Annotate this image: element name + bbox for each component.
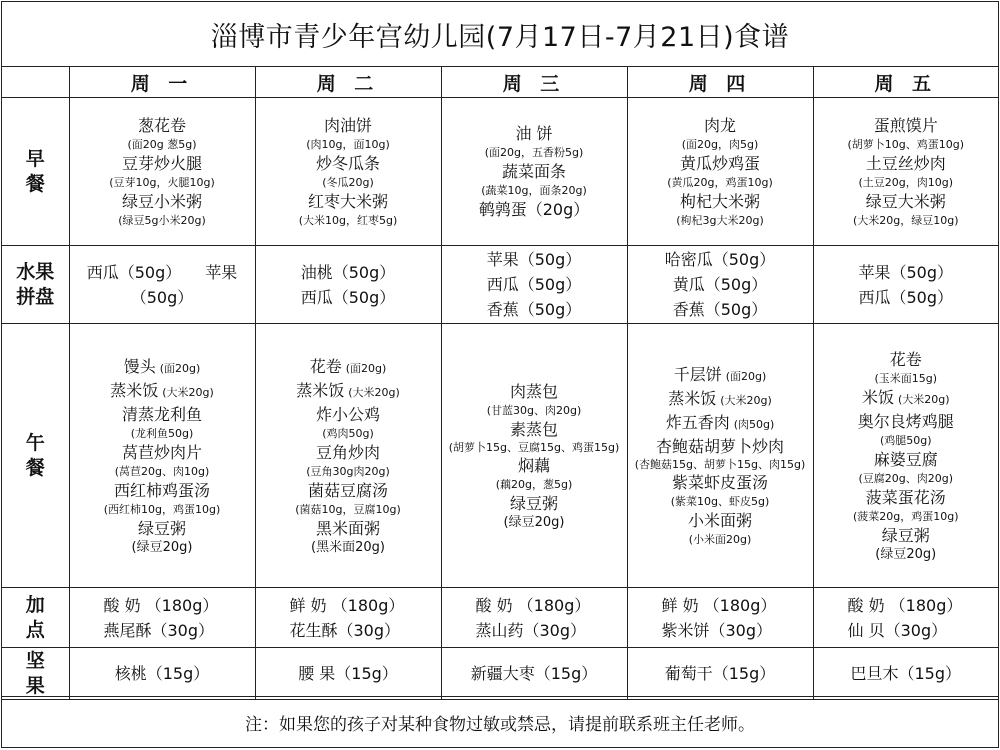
dish-line xyxy=(256,356,441,380)
snack-mon xyxy=(69,588,255,648)
dish-name: 炸五香肉 xyxy=(665,412,730,432)
page-title: 淄博市青少年宫幼儿园(7月17日-7月21日)食谱 xyxy=(2,2,998,67)
dish-ingredients: (莴苣20g、肉10g) xyxy=(114,464,210,478)
fruit-item: 哈密瓜（50g） xyxy=(664,250,776,269)
dish-name: 千层饼 xyxy=(673,364,722,384)
dish-name: 葱花卷 xyxy=(137,115,186,135)
snack-item: 蒸山药（30g） xyxy=(475,620,587,640)
day-header-mon: 周 一 xyxy=(69,67,255,98)
dish-name: 米饭 xyxy=(861,387,894,407)
dish-ingredients: (枸杞3g大米20g) xyxy=(676,213,764,227)
dish-name: 焖藕 xyxy=(517,455,550,475)
dish-line xyxy=(814,387,999,411)
dish-ingredients: (大米20g) xyxy=(897,392,950,406)
fruit-item: 苹果（50g） xyxy=(858,262,954,282)
dish-name: 清蒸龙利鱼 xyxy=(121,404,202,424)
dish-name: 炒冬瓜条 xyxy=(315,153,380,173)
dish-ingredients: (土豆20g，肉10g) xyxy=(858,175,954,189)
meal-label-text: 水果拼盘 xyxy=(16,260,55,308)
nuts-item: 新疆大枣（15g） xyxy=(470,664,598,683)
menu-sheet xyxy=(1,1,999,748)
dish-ingredients: (紫菜10g、虾皮5g) xyxy=(670,494,770,508)
dish-ingredients: (面20g 葱5g) xyxy=(127,137,197,151)
dish-ingredients: (冬瓜20g) xyxy=(322,175,374,189)
dish-ingredients: (大米20g) xyxy=(348,385,400,399)
fruit-mon xyxy=(69,246,255,324)
nuts-thu xyxy=(627,648,813,700)
dish-name: 麻婆豆腐 xyxy=(873,449,938,469)
fruit-item: 香蕉（50g） xyxy=(486,300,582,319)
dish-ingredients: (豆芽10g，火腿10g) xyxy=(109,175,215,189)
dish-ingredients: (龙利鱼50g) xyxy=(130,426,194,440)
snack-item: 花生酥（30g） xyxy=(289,620,401,640)
dish-ingredients: (绿豆5g小米20g) xyxy=(118,213,206,227)
header-row xyxy=(2,67,998,98)
dish-ingredients: (面20g，肉5g) xyxy=(681,137,759,151)
dish-name: 炸小公鸡 xyxy=(315,404,380,424)
dish-name: 黑米面粥 xyxy=(315,518,380,538)
snack-item: 紫米饼（30g） xyxy=(661,620,773,640)
lunch-wed xyxy=(441,324,627,588)
fruit-item: （50g） xyxy=(130,287,194,307)
fruit-row xyxy=(2,246,998,324)
dish-ingredients: (蔬菜10g，面条20g) xyxy=(481,183,587,197)
dish-name: 鹌鹑蛋（20g） xyxy=(478,199,590,219)
dish-name: 黄瓜炒鸡蛋 xyxy=(679,153,760,173)
fruit-item: 西瓜（50g） 苹果 xyxy=(86,262,238,282)
dish-name: 蒸米饭 xyxy=(668,388,717,408)
meal-label-text: 加点 xyxy=(25,593,45,641)
dish-name: 绿豆粥 xyxy=(137,518,186,538)
dish-ingredients: (大米10g，红枣5g) xyxy=(298,213,398,227)
dish-ingredients: (玉米面15g) xyxy=(874,371,938,385)
dish-name: 红枣大米粥 xyxy=(307,191,388,211)
dish-ingredients: (豆腐20g、肉20g) xyxy=(858,471,954,485)
day-header-wed: 周 三 xyxy=(441,67,627,98)
dish-ingredients: (绿豆20g) xyxy=(131,539,193,555)
fruit-thu xyxy=(627,246,813,324)
dish-name: 绿豆粥 xyxy=(881,525,930,545)
nuts-fri xyxy=(813,648,998,700)
dish-name: 油 饼 xyxy=(515,123,553,143)
dish-name: 奥尔良烤鸡腿 xyxy=(857,411,954,431)
fruit-item: 西瓜（50g） xyxy=(858,287,954,307)
dish-ingredients: (面20g) xyxy=(159,361,201,375)
dish-ingredients: (大米20g，绿豆10g) xyxy=(852,213,959,227)
day-header-fri: 周 五 xyxy=(813,67,998,98)
snack-item: 酸 奶 （180g） xyxy=(847,595,963,615)
dish-name: 蛋煎馍片 xyxy=(873,115,938,135)
fruit-wed xyxy=(441,246,627,324)
dish-ingredients: (绿豆20g) xyxy=(875,546,937,562)
fruit-item: 西瓜（50g） xyxy=(486,275,582,294)
dish-ingredients: (面20g) xyxy=(345,361,387,375)
day-header-tue: 周 二 xyxy=(255,67,441,98)
dish-name: 西红柿鸡蛋汤 xyxy=(113,480,210,500)
dish-ingredients: (面20g，五香粉5g) xyxy=(484,145,584,159)
dish-ingredients: (大米20g) xyxy=(720,393,772,407)
nuts-item: 葡萄干（15g） xyxy=(664,664,776,683)
fruit-item: 油桃（50g） xyxy=(300,262,396,282)
dish-name: 紫菜虾皮蛋汤 xyxy=(671,472,768,492)
snack-item: 鲜 奶 （180g） xyxy=(661,595,777,615)
snack-fri xyxy=(813,588,998,648)
dish-name: 杏鲍菇胡萝卜炒肉 xyxy=(655,436,784,456)
dish-ingredients: (胡萝卜10g、鸡蛋10g) xyxy=(847,137,965,151)
meal-label-text: 早餐 xyxy=(25,147,45,195)
dish-ingredients: (黄瓜20g，鸡蛋10g) xyxy=(667,175,773,189)
dish-name: 绿豆大米粥 xyxy=(865,191,946,211)
fruit-item: 苹果（50g） xyxy=(486,250,582,269)
dish-ingredients: (胡萝卜15g、豆腐15g、鸡蛋15g) xyxy=(448,440,620,454)
day-header-thu: 周 四 xyxy=(627,67,813,98)
corner-cell xyxy=(2,67,69,98)
dish-name: 花卷 xyxy=(309,356,342,376)
meal-label-breakfast xyxy=(2,98,69,246)
dish-line xyxy=(70,380,255,404)
nuts-wed xyxy=(441,648,627,700)
lunch-fri xyxy=(813,324,998,588)
dish-name: 肉油饼 xyxy=(323,115,372,135)
snack-item: 酸 奶 （180g） xyxy=(475,595,591,615)
meal-label-snack xyxy=(2,588,69,648)
lunch-row xyxy=(2,324,998,588)
dish-line xyxy=(256,380,441,404)
meal-label-text: 午餐 xyxy=(25,431,45,479)
fruit-item: 西瓜（50g） xyxy=(300,287,396,307)
nuts-mon xyxy=(69,648,255,700)
lunch-mon xyxy=(69,324,255,588)
snack-item: 仙 贝（30g） xyxy=(847,620,948,640)
allergy-note: 注：如果您的孩子对某种食物过敏或禁忌，请提前联系班主任老师。 xyxy=(2,696,998,747)
dish-name: 花卷 xyxy=(889,349,922,369)
dish-ingredients: (鸡肉50g) xyxy=(322,426,374,440)
dish-name: 小米面粥 xyxy=(687,510,752,530)
dish-ingredients: (豆角30g肉20g) xyxy=(306,464,390,478)
dish-line xyxy=(628,412,813,436)
dish-ingredients: (绿豆20g) xyxy=(503,514,565,530)
snack-thu xyxy=(627,588,813,648)
meal-label-lunch xyxy=(2,324,69,588)
snack-tue xyxy=(255,588,441,648)
fruit-item: 黄瓜（50g） xyxy=(672,275,768,294)
dish-name: 蒸米饭 xyxy=(110,380,159,400)
breakfast-thu xyxy=(627,98,813,246)
dish-ingredients: (藕20g，葱5g) xyxy=(495,477,573,491)
dish-name: 绿豆小米粥 xyxy=(121,191,202,211)
dish-line xyxy=(628,364,813,388)
lunch-thu xyxy=(627,324,813,588)
dish-name: 豆角炒肉 xyxy=(315,442,380,462)
lunch-tue xyxy=(255,324,441,588)
nuts-item: 腰 果（15g） xyxy=(298,664,398,683)
dish-name: 素蒸包 xyxy=(509,419,558,439)
dish-name: 馒头 xyxy=(123,356,156,376)
breakfast-wed xyxy=(441,98,627,246)
snack-row xyxy=(2,588,998,648)
dish-line xyxy=(628,388,813,412)
dish-name: 豆芽炒火腿 xyxy=(121,153,202,173)
dish-name: 肉蒸包 xyxy=(509,381,558,401)
meal-label-nuts xyxy=(2,648,69,700)
dish-ingredients: (小米面20g) xyxy=(688,532,752,546)
nuts-item: 巴旦木（15g） xyxy=(850,664,962,683)
menu-table xyxy=(2,66,998,700)
dish-name: 莴苣炒肉片 xyxy=(121,442,202,462)
dish-name: 蒸米饭 xyxy=(296,380,345,400)
dish-ingredients: (菠菜20g，鸡蛋10g) xyxy=(852,509,959,523)
dish-ingredients: (大米20g) xyxy=(162,385,214,399)
dish-name: 蔬菜面条 xyxy=(501,161,566,181)
snack-wed xyxy=(441,588,627,648)
dish-ingredients: (甘蓝30g、肉20g) xyxy=(486,403,582,417)
dish-name: 菠菜蛋花汤 xyxy=(865,487,946,507)
fruit-fri xyxy=(813,246,998,324)
dish-line xyxy=(70,356,255,380)
snack-item: 燕尾酥（30g） xyxy=(103,620,215,640)
dish-ingredients: (菌菇10g，豆腐10g) xyxy=(295,502,401,516)
nuts-tue xyxy=(255,648,441,700)
snack-item: 鲜 奶 （180g） xyxy=(289,595,405,615)
breakfast-mon xyxy=(69,98,255,246)
dish-ingredients: (鸡腿50g) xyxy=(879,433,932,447)
dish-ingredients: (杏鲍菇15g、胡萝卜15g、肉15g) xyxy=(634,457,806,471)
dish-name: 绿豆粥 xyxy=(509,493,558,513)
meal-label-text: 坚果 xyxy=(25,649,45,697)
meal-label-fruit xyxy=(2,246,69,324)
breakfast-fri xyxy=(813,98,998,246)
dish-ingredients: (面20g) xyxy=(725,369,767,383)
breakfast-row xyxy=(2,98,998,246)
fruit-tue xyxy=(255,246,441,324)
nuts-item: 核桃（15g） xyxy=(114,664,210,683)
dish-name: 菌菇豆腐汤 xyxy=(307,480,388,500)
dish-ingredients: (西红柿10g，鸡蛋10g) xyxy=(103,502,221,516)
dish-name: 土豆丝炒肉 xyxy=(865,153,946,173)
dish-name: 枸杞大米粥 xyxy=(679,191,760,211)
dish-name: 肉龙 xyxy=(703,115,736,135)
snack-item: 酸 奶 （180g） xyxy=(103,595,219,615)
nuts-row xyxy=(2,648,998,700)
breakfast-tue xyxy=(255,98,441,246)
dish-ingredients: (肉10g，面10g) xyxy=(306,137,390,151)
fruit-item: 香蕉（50g） xyxy=(672,300,768,319)
dish-ingredients: (肉50g) xyxy=(733,417,775,431)
dish-ingredients: (黑米面20g) xyxy=(311,539,385,555)
